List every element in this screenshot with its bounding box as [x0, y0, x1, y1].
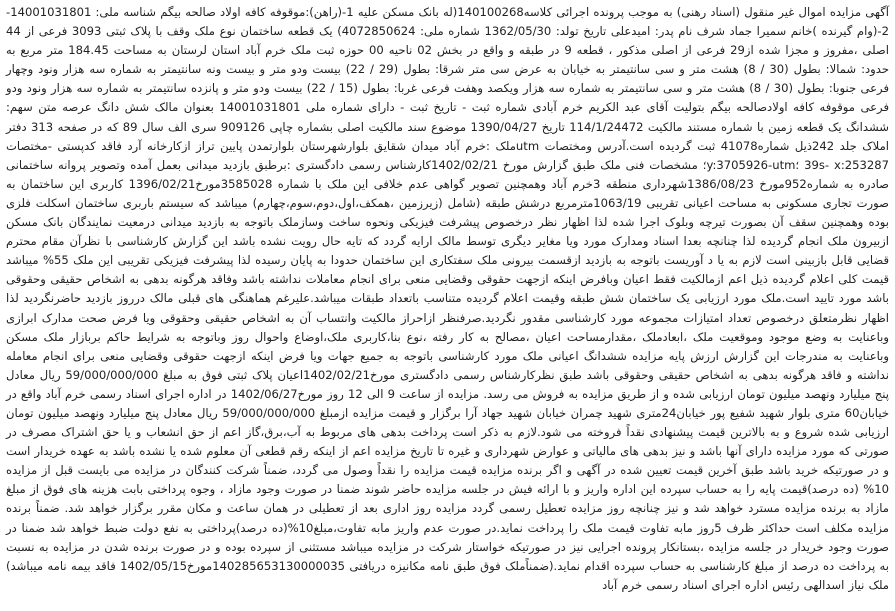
- auction-notice-text: آگهی مزایده اموال غیر منقول (اسناد رهنی) به موجب پرونده اجرائی کلاسه140100268(له بانک مسکن علیه 1-(راهن):موقوفه کافه اولاد صالحه بیگم شناسه ملی: 14001031801-2-(وام گیرنده )خانم سمیرا جماد شرف نام پدر: امیدعلی تاریخ تولد: 1362/05/30 شماره ملی: 4072850624) یک قطعه ساختمان نوع ملک وقف با پلاک ثبتی 3093 فرعی از 44 اصلی ،مفروز و مجزا شده از29 فرعی از اصلی مذکور ، قطعه 9 در طبقه و واقع در بخش 02 ناحیه 00 حوزه ثبت ملک خرم آباد استان لرستان به مساحت 184.45 متر مربع به حدود: شمالا: بطول (30 / 8) هشت متر و سی سانتیمتر به خیابان به عرض سی متر شرقا: بطول (29 / 22) بیست ودو متر و بیست ونه سانتیمتر به شماره سه هزار ونود وچهار فرعی جنوبا: بطول (30 / 8) هشت متر و سی سانتیمتر به شماره سه هزار ویکصد وهفت فرعی غربا: بطول (15 / 22) بیست ودو متر و پانزده سانتیمتر به شماره سه هزار ونود ودو فرعی موقوفه کافه اولادصالحه بیگم بتولیت آقای عبد الکریم خرم آبادی شماره ثبت - تاریخ ثبت - دارای شماره ملی 14001031801 بعنوان مالک شش دانگ عرصه متن سهم: ششدانگ یک قطعه زمین با شماره مستند مالکیت 114/1/24472 تاریخ 1390/04/27 موضوع سند مالکیت اصلی بشماره چاپی 909126 سری الف سال 89 که در صفحه 313 دفتر املاک جلد 242ذیل شماره41078 ثبت گردیده است.آدرس ومختصات utmملک :خرم آباد میدان شقایق بلوارشهرستان بلوارتمدن پایین تراز ازکارخانه آرد فاقد کدپستی -مختصات 39s- x:253287 ؛y:3705926-utm؛ مشخصات فنی ملک طبق گزارش مورخ 1402/02/21کارشناس رسمی دادگستری :برطبق بازدید میدانی بعمل آمده وتصویر پروانه ساختمانی صادره به شماره952مورخ 1386/08/23شهرداری منطقه 3خرم آباد وهمچنین تصویر گواهی عدم خلافی این ملک با شماره 3585028مورخ1396/02/21 کاربری این ساختمان به صورت تجاری مسکونی به مساحت اعیانی تقریبی 1063/19مترمربع درشش طبقه (شامل (زیرزمین ،همکف،اول،دوم،سوم،چهارم) میباشد که سیستم باربری ساختمان اسکلت فلزی بوده وهمچنین سقف آن بصورت تیرچه وبلوک اجرا شده لذا اظهار نظر درخصوص پیشرفت فیزیکی ونحوه ساخت وسازملک باتوجه به بازدید میدانی درمعیت نمایندگان بانک مسکن ازبیرون ملک انجام گردیده لذا چنانچه بعدا اسناد ومدارک مورد ویا مغایر دیگری توسط مالک ارایه گردد که تایه حال رویت نشده باشد این گزارش کارشناسی با نظرآن مقام محترم قضایی قابل بازبینی است لازم به یا د آوریست باتوجه به بازدید ازقسمت بیرونی ملک سفتکاری این ساختمان حدودا به پایان رسیده لذا پیشرفت فیزیکی تقریبی این ملک 55% میباشد قیمت کلی اعلام گردیده ذیل اعم ازمالکیت فقط اعیان وبافرض اینکه ازجهت حقوقی وقضایی منعی برای انجام معاملات نداشته باشد وفاقد هرگونه بدهی به اشخاص حقیقی وحقوقی باشد مورد تایید است.ملک مورد ارزیابی یک ساختمان شش طبقه وقیمت اعلام گردیده متناسب باتعداد طبقات میباشد.علیرغم هماهنگی های قبلی مالک درروز بازدید حاضرنگردید لذا اظهار نظرمتعلق درخصوص تعداد امتیازات مجموعه مورد کارشناسی مقدور نگردید.صرفنظر ازاحراز مالکیت وانتساب آن به اشخاص حقیقی وحقوقی ویا فرض صحت مدارک ابرازی وباعنایت به وضع موجود وموقعیت ملک ،ابعادملک ،مقدارمساحت اعیان ،مصالح به کار رفته ،نوع بنا،کاربری ملک،اوضاع واحوال روز وباتوجه به شرایط حاکم بربازار ملک مسکن وباعنایت به مندرجات این گزارش ارزش پایه مزایده ششدانگ اعیانی ملک مورد کارشناسی باتوجه به جمیع جهات ویا فرض اینکه ازجهت حقوقی وقضایی منعی برای انجام معامله نداشته و فاقد هرگونه بدهی به اشخاص حقیقی وحقوقی باشد طبق نظرکارشناس رسمی دادگستری مورخ1402/02/21اعیان پلاک ثبتی فوق به مبلغ 59/000/000/000 ریال معادل پنج میلیارد ونهصد میلیون تومان ارزیابی شده و از طریق مزایده به فروش می رسد. مزایده از ساعت 9 الی 12 روز مورخ1402/06/27 در اداره اجرای اسناد رسمی خرم آباد واقع در خیابان60 متری بلوار شهید شفیع پور خیابان24متری شهید چمران خیابان شهید جهاد آرا برگزار و قیمت مزایده ازمبلغ 59/000/000/000 ریال معادل پنج میلیارد ونهصد میلیون تومان ارزیابی شده شروع و به بالاترین قیمت پیشنهادی نقداً فروخته می شود.لازم به ذکر است پرداخت بدهی های مربوط به آب،برق،گاز اعم از حق انشعاب و یا حق اشتراک مصرف در صورتی که مورد مزایده دارای آنها باشد و نیز بدهی های مالیاتی و عوارض شهرداری و غیره تا تاریخ مزایده اعم از اینکه رقم قطعی آن معلوم شده یا نشده باشد به عهده خریدار است و در صورتیکه خرید باشد طبق آخرین قیمت تعیین شده در آگهی و اگر برنده مزایده قیمت مزایده را نقداً وصول می گردد، ضمناً شرکت کنندگان در مزایده می بایست قبل از مزایده 10% (ده درصد)قیمت پایه را به حساب سپرده این اداره واریز و با ارائه فیش در جلسه مزایده حاضر شوند ضمنا در صورت وجود مازاد ، وجوه پرداختی بابت هزینه های فوق از مبلغ مازاد به برنده مزایده مسترد خواهد شد و نیز چنانچه روز مزایده تعطیل رسمی گردد مزایده روز اداری بعد از تعطیلی در همان ساعت و مکان مقرر برگزار خواهد شد. ضمناً برنده مزایده مکلف است حداکثر ظرف 5روز مابه تفاوت قیمت ملک را پرداخت نماید.در صورت عدم واریز مابه تفاوت،مبلغ10%(ده درصد)پرداختی به نفع دولت ضبط خواهد شد ضمنا در صورت وجود خریدار در جلسه مزایده ،بستانکار پرونده اجرایی نیز در صورتیکه خواستار شرکت در مزایده میباشد مستثنی از سپرده بوده و در صورت برنده شدن در مزایده به نسبت به پرداخت ده درصد از مبلغ کارشناسی به حساب سپرده اقدام نماید.(ضمناًملک فوق طبق نامه مکانیزه دریافتی 140285653130000035مورخ1402/05/15 فاقد بیمه نامه میباشد) ملک نیاز اسدالهی رئیس اداره اجرای اسناد رسمی خرم آباد: [5, 5, 890, 592]
